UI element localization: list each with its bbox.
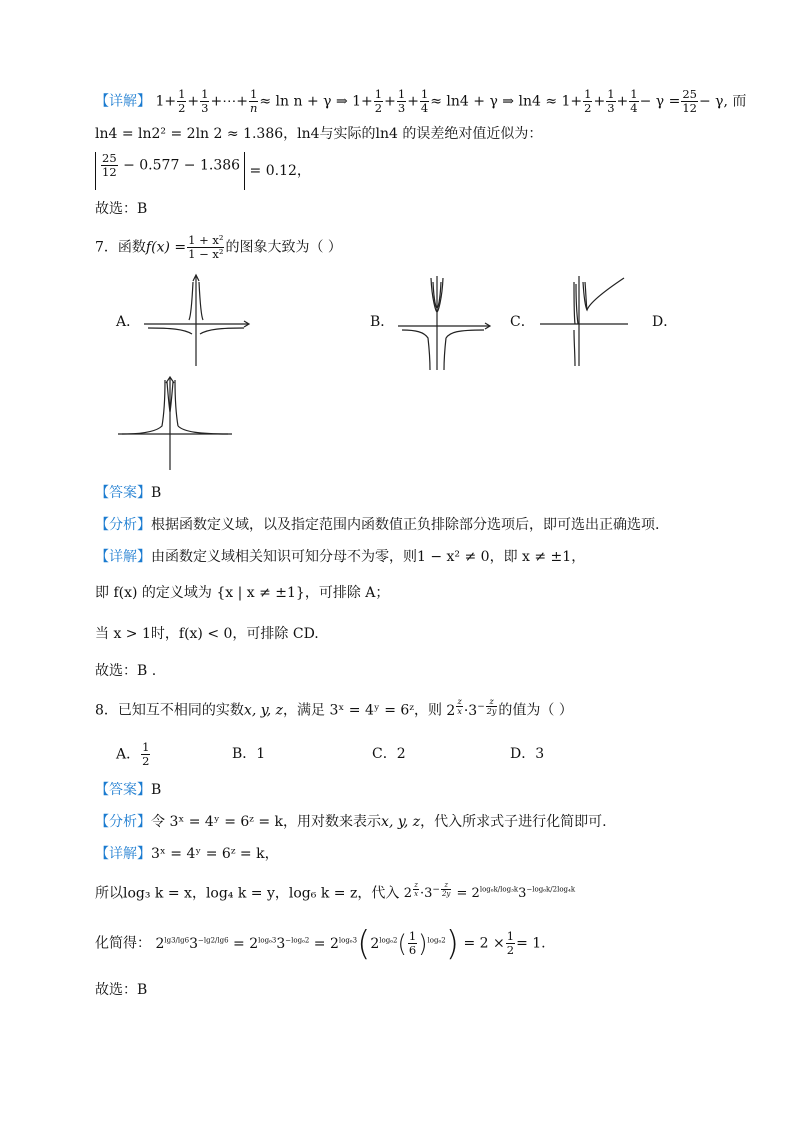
q8-substitution: 2 $^{\frac{z}{x}}$ $\cdot 3^{- \frac{z}{2y}}$ = $2^{log_6k/log_3k}3^{-log_6k/2log_4k}$: [403, 881, 576, 902]
q8-stem-expression: 2 $^{\frac{z}{x}}$ $\cdot 3^{- \frac{z}{2y}}$: [446, 697, 497, 719]
q7-graph-d: [116, 374, 234, 472]
q7-option-d-label: D．: [652, 314, 678, 330]
answer-tag: 【答案】: [95, 782, 151, 798]
q7-option-c-label: C．: [510, 314, 535, 330]
q8-stem: 8．已知互不相同的实数x, y, z，满足 3ˣ = 4ʸ = 6ᶻ，则 2 $^{\frac{z}{x}}$ $\cdot 3^{- \frac{z}{2y}}$ 的值为（ ）: [95, 697, 573, 719]
q8-simplify-line: 化简得： $2^{lg3/lg6}3^{-lg2/lg6} = 2^{log_63}3^{-log_62} = 2^{log_63}(2^{log_62}$( $\frac{1}{6}$ )$^{log_62}$) = 2 × $\frac{1}{2}$ = 1.: [95, 923, 546, 964]
q8-log-line: 所以log₃ k = x，log₄ k = y，log₆ k = z，代入 2 $^{\frac{z}{x}}$ $\cdot 3^{- \frac{z}{2y}}$ = $2^{log_6k/log_3k}3^{-log_6k/2log_4k}$: [95, 881, 576, 902]
q8-answer-line: 【答案】B: [95, 782, 162, 798]
q8-detail-line: 【详解】3ˣ = 4ʸ = 6ᶻ = k，: [95, 846, 279, 862]
q7-answer-line: 【答案】B: [95, 485, 162, 501]
q8-option-d: D．3: [510, 746, 545, 762]
q8-option-b: B．1: [232, 746, 266, 762]
q6-error-line: ln4 = ln2² = 2ln 2 ≈ 1.386，ln4与实际的ln4 的误差绝对值近似为：: [95, 126, 543, 142]
q7-graph-b: [396, 272, 492, 372]
q7-choice: 故选：B .: [95, 663, 157, 679]
q6-choice: 故选：B: [95, 201, 148, 217]
q7-graph-c: [538, 272, 630, 368]
q7-option-b-label: B．: [370, 314, 395, 330]
q8-simplify-expression: $2^{lg3/lg6}3^{-lg2/lg6} = 2^{log_63}3^{-log_62} = 2^{log_63}(2^{log_62}$( $\frac{1}{6}$ )$^{log_62}$): [155, 923, 460, 964]
detail-tag: 【详解】: [95, 93, 151, 110]
answer-tag: 【答案】: [95, 485, 151, 501]
q7-detail-line: 【详解】由函数定义域相关知识可知分母不为零，则1 − x² ≠ 0，即 x ≠ ±1，: [95, 549, 586, 565]
q7-stem: 7．函数f(x) = $\frac{\text{1 + x²}}{\text{1 − x²}}$ 的图象大致为（ ）: [95, 233, 342, 261]
q7-domain-line: 即 f(x) 的定义域为 {x | x ≠ ±1}，可排除 A；: [95, 585, 390, 601]
q7-sign-line: 当 x > 1时，f(x) < 0，可排除 CD.: [95, 626, 319, 642]
analysis-tag: 【分析】: [95, 517, 151, 533]
q8-option-a: A． $\frac{1}{2}$: [116, 740, 150, 768]
detail-tag: 【详解】: [95, 846, 151, 862]
q8-option-c: C．2: [372, 746, 406, 762]
q8-analysis-line: 【分析】令 3ˣ = 4ʸ = 6ᶻ = k，用对数来表示x, y, z，代入所求式子进行化简即可.: [95, 814, 607, 830]
q6-abs-expression: $\frac{25}{12}$ − 0.577 − 1.386 = 0.12，: [95, 152, 311, 190]
q6-detail-line: 【详解】 1+ $\frac{1}{2}$ + $\frac{1}{3}$ +⋯+ $\frac{1}{n}$ ≈ ln n + γ ⇒ 1+ $\frac{1}{2}$ + $\frac{1}{3}$ + $\frac{1}{4}$ ≈ ln4 + γ ⇒ ln4 ≈ 1+ $\frac{1}{2}$ + $\frac{1}{3}$ + $\frac{1}{4}$ − γ = $\frac{25}{12}$ − γ, 而: [95, 87, 747, 115]
q8-choice: 故选：B: [95, 982, 148, 998]
q7-analysis-line: 【分析】根据函数定义域，以及指定范围内函数值正负排除部分选项后，即可选出正确选项.: [95, 517, 660, 533]
q7-graph-a: [140, 272, 252, 368]
q7-option-a-label: A．: [116, 314, 141, 330]
analysis-tag: 【分析】: [95, 814, 151, 830]
detail-tag: 【详解】: [95, 549, 151, 565]
